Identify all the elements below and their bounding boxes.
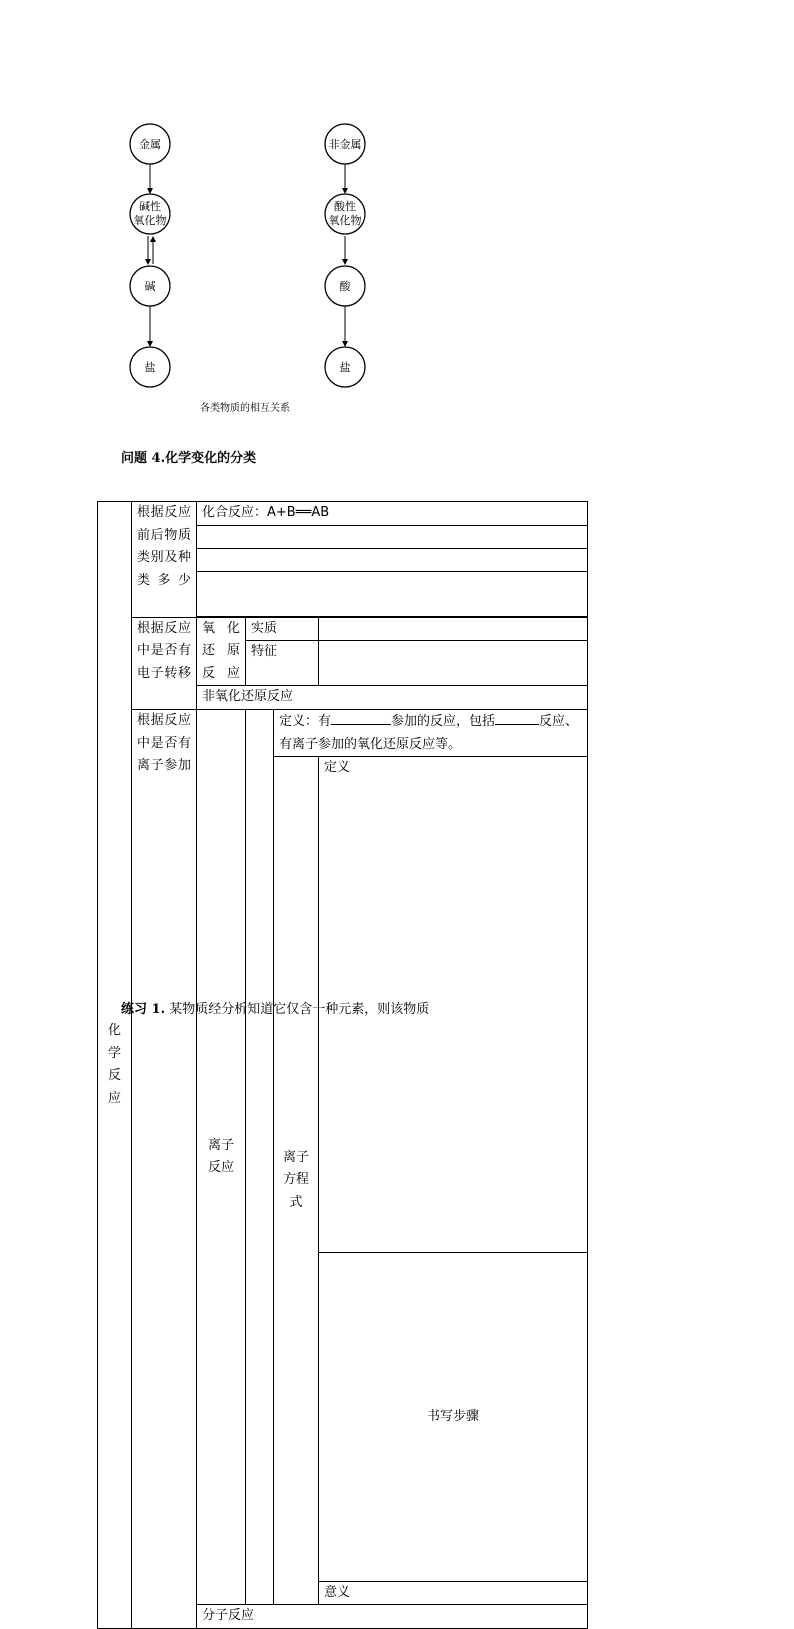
criterion-electron-transfer: 根据反应中是否有电子转移 (132, 617, 197, 710)
redox-essence-label: 实质 (246, 617, 319, 641)
node-nonmetal (325, 124, 365, 164)
combination-reaction: 化合反应：A+B══AB (197, 502, 588, 526)
blank-row (197, 525, 588, 548)
svg-text:氧化物: 氧化物 (133, 214, 167, 227)
redox-essence-value (319, 617, 588, 641)
ionic-equation-label: 离子方程式 (274, 757, 319, 1605)
node-acid-label: 酸 (339, 280, 351, 293)
diagram-caption: 各类物质的相互关系 (200, 403, 290, 414)
exercise-1 (121, 998, 429, 1017)
section-heading: 问题 4.化学变化的分类 (121, 451, 257, 466)
non-redox-reaction: 非氧化还原反应 (197, 686, 588, 710)
exercise-text: 某物质经分析知道它仅含一种元素，则该物质 (169, 1002, 430, 1017)
redox-reaction: 氧化还原反应 (197, 617, 246, 686)
node-salt-left-label: 盐 (144, 361, 156, 374)
ionic-spacer (246, 710, 274, 1605)
meaning-label: 意义 (319, 1581, 588, 1605)
node-metal-label: 金属 (139, 138, 161, 151)
node-nonmetal-label: 非金属 (328, 138, 362, 151)
node-salt-left (130, 347, 170, 387)
node-base-label: 碱 (144, 280, 156, 293)
ionic-equation-def-label: 定义 (319, 757, 588, 1253)
ionic-reaction: 离子反应 (197, 710, 246, 1605)
node-acid (325, 266, 365, 306)
redox-feature-label: 特征 (246, 641, 319, 686)
exercise-label: 练习 1. (121, 1002, 166, 1017)
svg-text:酸性: 酸性 (334, 200, 356, 213)
molecular-reaction: 分子反应 (197, 1605, 588, 1629)
svg-text:氧化物: 氧化物 (328, 214, 362, 227)
blank-row (197, 548, 588, 571)
reaction-classification-table (97, 501, 588, 1629)
node-acidic-oxide (325, 194, 365, 234)
node-salt-right-label: 盐 (339, 361, 351, 374)
redox-feature-value (319, 641, 588, 686)
node-base (130, 266, 170, 306)
node-salt-right (325, 347, 365, 387)
criterion-material-type: 根据反应前后物质类别及种类多少 (132, 502, 197, 618)
node-basic-oxide (130, 194, 170, 234)
blank-row (197, 571, 588, 616)
criterion-ion-participation: 根据反应中是否有离子参加 (132, 710, 197, 1629)
svg-text:碱性: 碱性 (139, 200, 161, 213)
writing-steps-label: 书写步骤 (319, 1253, 588, 1582)
main-label-chemical-reaction: 化学反应 (98, 502, 132, 1629)
node-metal (130, 124, 170, 164)
ionic-definition: 定义：有 参加的反应，包括 反应、有离子参加的氧化还原反应等。 (274, 710, 588, 757)
substance-relationship-diagram (0, 0, 794, 420)
